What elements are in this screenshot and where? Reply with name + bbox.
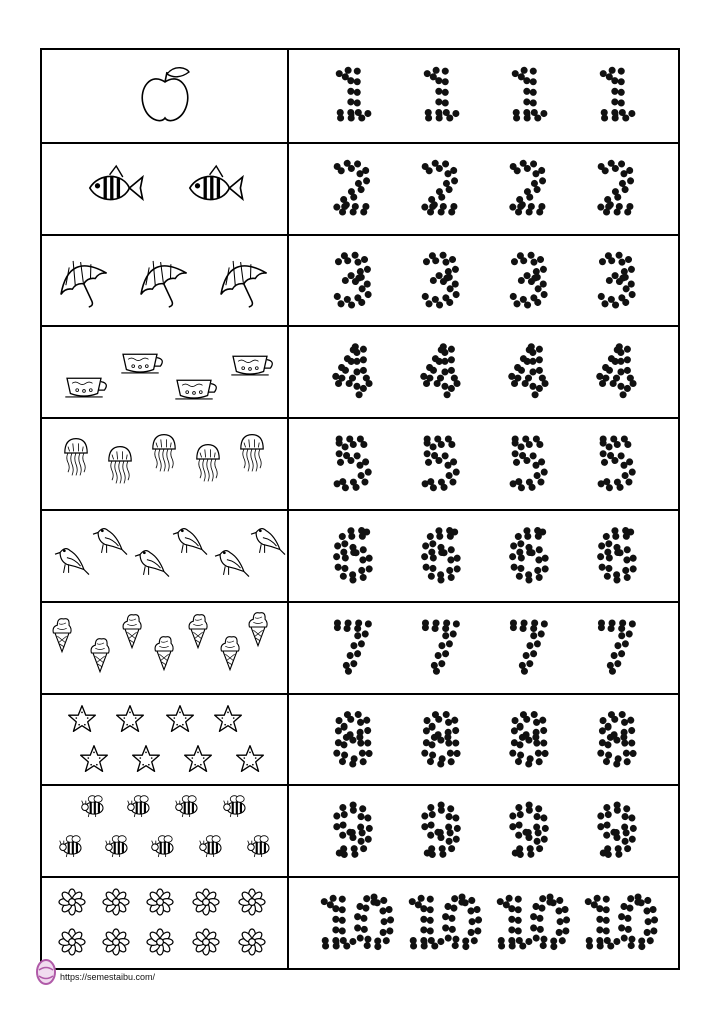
bee-icon (82, 796, 103, 817)
jellyfish-icon-group (42, 419, 289, 509)
worksheet-row-7 (42, 601, 678, 693)
fish-icon-group (42, 144, 289, 234)
teacup-icon (65, 379, 106, 398)
dotted-number-6: 6 (596, 518, 638, 595)
teacup-icon (175, 381, 216, 400)
dotted-number-5: 5 (332, 426, 374, 504)
tracing-cell (289, 144, 678, 234)
jellyfish-icon (65, 439, 87, 476)
tracing-cell (289, 786, 678, 876)
dotted-number-6: 6 (420, 518, 462, 595)
worksheet-row-9 (42, 784, 678, 876)
dotted-number-3: 3 (508, 242, 550, 320)
flower-icon (193, 929, 219, 955)
flower-icon (147, 889, 173, 915)
dotted-number-4: 4 (596, 334, 638, 412)
worksheet-row-4 (42, 325, 678, 417)
bird-icon (135, 551, 169, 577)
dotted-number-1: 1 (508, 57, 550, 134)
dotted-number-2: 2 (508, 150, 550, 228)
flower-icon-group (42, 878, 289, 968)
apple-icon-group (42, 50, 289, 140)
picture-cell (42, 50, 289, 142)
bee-icon (152, 836, 173, 857)
bird-icon-group (42, 511, 289, 601)
tracing-cell (289, 327, 678, 417)
bee-icon (128, 796, 149, 817)
starfish-icon (167, 705, 194, 731)
bee-icon (60, 836, 81, 857)
flower-icon (239, 929, 265, 955)
picture-cell (42, 603, 289, 693)
dotted-number-1: 1 (420, 57, 462, 134)
dotted-number-10: 10 (405, 885, 477, 963)
picture-cell (42, 419, 289, 509)
worksheet-row-5 (42, 417, 678, 509)
dotted-number-2: 2 (596, 150, 638, 228)
flower-icon (103, 889, 129, 915)
bee-icon (224, 796, 245, 817)
teacup-icon-group (42, 327, 289, 417)
picture-cell (42, 327, 289, 417)
picture-cell (42, 236, 289, 326)
tracing-cell (289, 236, 678, 326)
dotted-number-7: 7 (596, 609, 638, 687)
fish-icon (190, 166, 243, 200)
ice-cream-icon (221, 636, 239, 669)
starfish-icon (69, 705, 96, 731)
dotted-number-5: 5 (596, 426, 638, 504)
tracing-cell (289, 50, 678, 142)
flower-icon (239, 889, 265, 915)
dotted-number-9: 9 (596, 793, 638, 871)
flower-icon (59, 889, 85, 915)
ice-cream-icon (249, 612, 267, 645)
jellyfish-icon (109, 447, 131, 484)
worksheet-row-1 (42, 50, 678, 142)
starfish-icon (81, 745, 108, 771)
picture-cell (42, 144, 289, 234)
dotted-number-8: 8 (596, 701, 638, 779)
dotted-number-8: 8 (508, 701, 550, 779)
picture-cell (42, 511, 289, 601)
jellyfish-icon (153, 435, 175, 472)
umbrella-icon (130, 250, 196, 315)
starfish-icon-group (42, 695, 289, 785)
dotted-number-9: 9 (332, 793, 374, 871)
tracing-cell (289, 419, 678, 509)
teacup-icon (121, 355, 162, 374)
flower-icon (59, 929, 85, 955)
dotted-number-4: 4 (420, 334, 462, 412)
dotted-number-7: 7 (332, 609, 374, 687)
dotted-number-10: 10 (581, 885, 653, 963)
dotted-number-10: 10 (317, 885, 389, 963)
flower-icon (103, 929, 129, 955)
starfish-icon (237, 745, 264, 771)
footer-url[interactable]: https://semestaibu.com/ (60, 972, 156, 982)
umbrella-icon (50, 250, 116, 315)
teacup-icon (231, 357, 272, 376)
ice-cream-icon (155, 636, 173, 669)
worksheet-row-3 (42, 234, 678, 326)
dotted-number-8: 8 (420, 701, 462, 779)
dotted-number-7: 7 (420, 609, 462, 687)
jellyfish-icon (241, 435, 263, 472)
bee-icon-group (42, 786, 289, 876)
worksheet-row-2 (42, 142, 678, 234)
picture-cell (42, 695, 289, 785)
egg-logo-icon (34, 956, 58, 986)
dotted-number-9: 9 (420, 793, 462, 871)
bee-icon (248, 836, 269, 857)
dotted-number-8: 8 (332, 701, 374, 779)
ice-cream-icon (189, 614, 207, 647)
starfish-icon (133, 745, 160, 771)
picture-cell (42, 786, 289, 876)
tracing-cell (289, 695, 678, 785)
dotted-number-1: 1 (332, 57, 374, 134)
ice-cream-icon (123, 614, 141, 647)
dotted-number-9: 9 (508, 793, 550, 871)
dotted-number-1: 1 (596, 57, 638, 134)
starfish-icon (215, 705, 242, 731)
dotted-number-4: 4 (332, 334, 374, 412)
tracing-cell (289, 511, 678, 601)
dotted-number-5: 5 (508, 426, 550, 504)
dotted-number-10: 10 (493, 885, 565, 963)
jellyfish-icon (197, 445, 219, 482)
bird-icon (251, 529, 285, 555)
dotted-number-3: 3 (596, 242, 638, 320)
ice-cream-icon (91, 638, 109, 671)
dotted-number-6: 6 (332, 518, 374, 595)
dotted-number-3: 3 (420, 242, 462, 320)
worksheet-row-10 (42, 876, 678, 968)
flower-icon (193, 889, 219, 915)
tracing-cell (289, 878, 678, 968)
flower-icon (147, 929, 173, 955)
bee-icon (176, 796, 197, 817)
worksheet-row-6 (42, 509, 678, 601)
ice-cream-icon-group (42, 603, 289, 693)
dotted-number-7: 7 (508, 609, 550, 687)
starfish-icon (185, 745, 212, 771)
dotted-number-3: 3 (332, 242, 374, 320)
ice-cream-icon (53, 618, 71, 651)
bee-icon (200, 836, 221, 857)
tracing-worksheet (40, 48, 680, 970)
dotted-number-4: 4 (508, 334, 550, 412)
dotted-number-2: 2 (332, 150, 374, 228)
umbrella-icon (210, 250, 276, 315)
bird-icon (215, 551, 249, 577)
bird-icon (93, 529, 127, 555)
fish-icon (90, 166, 143, 200)
dotted-number-6: 6 (508, 518, 550, 595)
bee-icon (106, 836, 127, 857)
apple-icon (142, 68, 189, 121)
picture-cell (42, 878, 289, 968)
worksheet-row-8 (42, 693, 678, 785)
tracing-cell (289, 603, 678, 693)
bird-icon (173, 529, 207, 555)
dotted-number-2: 2 (420, 150, 462, 228)
umbrella-icon-group (42, 236, 289, 326)
starfish-icon (117, 705, 144, 731)
bird-icon (55, 549, 89, 575)
dotted-number-5: 5 (420, 426, 462, 504)
